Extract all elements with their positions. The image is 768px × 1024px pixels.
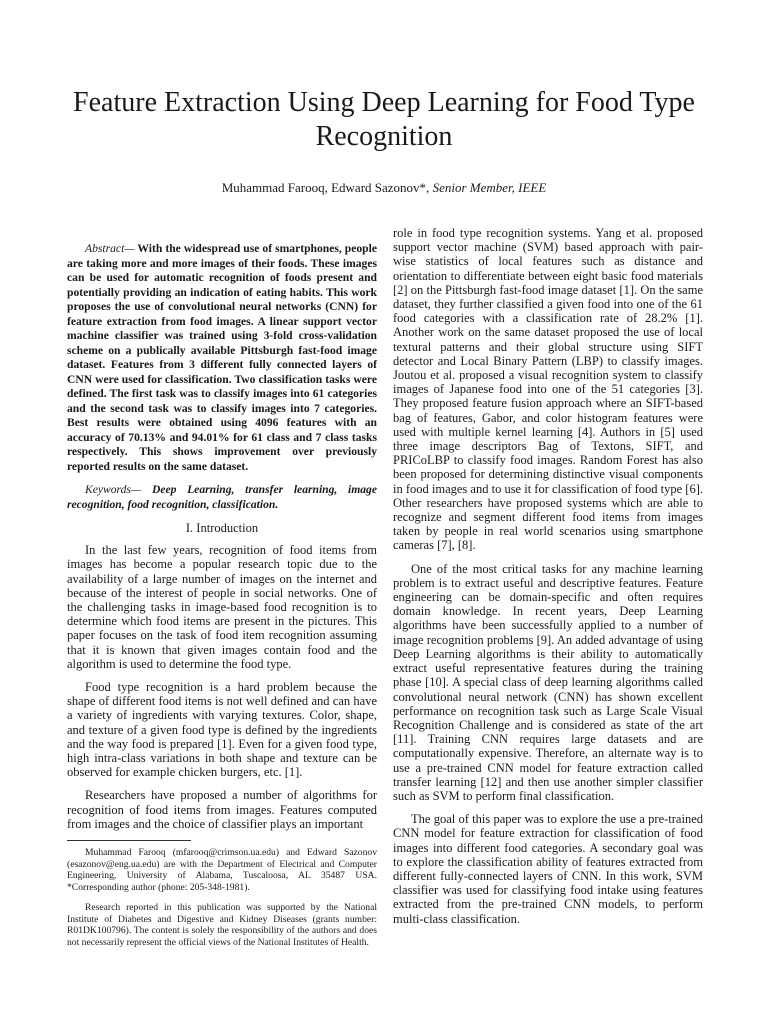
right-paragraph-3: The goal of this paper was to explore the use a pre-trained CNN model for feature extraction for classification of food images into different food categories. A secondary goal was to explore the classification ability of features extracted from different fully-connected layers of CNN. In this work, SVM classifier was used for classifying food intake using features extracted from the pre-trained CNN models, to perform multi-class classification. [393, 812, 703, 926]
intro-paragraph-1: In the last few years, recognition of food items from images has become a popular research topic due to the availability of a large number of images on the internet and because of the interest of people in social networks. One of the challenging tasks in image-based food recognition is to determine which food items are present in the pictures. This paper focuses on the task of food item recognition assuming that it is known that given images contain food and the algorithm is used to determine the food type. [67, 543, 377, 671]
abstract-text: With the widespread use of smartphones, people are taking more and more images of their foods. These images can be used for automatic recognition of foods present and potentially providing an indication of eating habits. This work proposes the use of convolutional neural networks (CNN) for feature extraction from food images. A linear support vector machine classifier was trained using 3-fold cross-validation scheme on a publically available Pittsburgh fast-food image dataset. Features from 3 different fully connected layers of CNN were used for classification. Two classification tasks were defined. The first task was to classify images into 61 categories and the second task was to classify images into 7 categories. Best results were obtained using 4096 features with an accuracy of 70.13% and 94.01% for 61 class and 7 class tasks respectively. This shows improvement over previously reported results on the same dataset. [67, 242, 377, 473]
author-line [40, 180, 728, 196]
keywords-label: Keywords— [85, 483, 142, 496]
intro-paragraph-2: Food type recognition is a hard problem because the shape of different food items is not well defined and can have a variety of ingredients with varying textures. Color, shape, and texture of a given food type is defined by the ingredients and the way food is prepared [1]. Even for a given food type, high intra-class variations in both shape and texture can be observed for example chicken burgers, etc. [1]. [67, 680, 377, 780]
abstract-label: Abstract— [85, 242, 135, 255]
right-paragraph-1: role in food type recognition systems. Yang et al. proposed support vector machine (SVM) based approach with pair-wise statistics of local features such as distance and orientation to differentiate between eight basic food materials [2] on the Pittsburgh fast-food image dataset [1]. On the same dataset, they further classified a given food into one of the 61 food categories with a classification rate of 28.2% [1]. Another work on the same dataset proposed the use of local textural patterns and their global structure using SIFT detector and Local Binary Pattern (LBP) to classify images. Joutou et al. proposed a visual recognition system to classify images of Japanese food into one of the 51 categories [3]. They proposed feature fusion approach where an SIFT-based bag of features, Gabor, and color histogram features were used with multiple kernel learning [4]. Authors in [5] used three image descriptors Bag of Textons, SIFT, and PRICoLBP to classify food images. Random Forest has also been proposed for determining distinctive visual components in food images and to use it for classification of food type [6]. Other researchers have proposed systems which are able to recognize and segment different food items from images taken by people in real world scenarios using smartphone cameras [7], [8]. [393, 226, 703, 553]
footnote-authors: Muhammad Farooq (mfarooq@crimson.ua.edu) and Edward Sazonov (esazonov@eng.ua.edu) are with the Department of Electrical and Computer Engineering, University of Alabama, Tuscaloosa, AL 35487 USA. *Corresponding author (phone: 205-348-1981). [67, 847, 377, 893]
keywords [67, 483, 377, 512]
footnote-divider [67, 840, 191, 841]
right-paragraph-2: One of the most critical tasks for any machine learning problem is to extract useful and descriptive features. Feature engineering can be domain-specific and often requires domain knowledge. In recent years, Deep Learning algorithms have been successfully applied to a number of image recognition problems [9]. An added advantage of using Deep Learning algorithms is their ability to automatically extract useful representative features during the training phase [10]. A special class of deep learning algorithms called convolutional neural network (CNN) has shown excellent performance on recognition task such as Large Scale Visual Recognition Challenge and is considered as state of the art [11]. Training CNN requires large datasets and are computationally expensive. Therefore, an alternate way is to use a pre-trained CNN model for feature extraction called transfer learning [12] and then use another simpler classifier such as SVM to perform final classification. [393, 561, 703, 803]
abstract [67, 242, 377, 474]
paper-title: Feature Extraction Using Deep Learning for Food Type Recognition [73, 87, 695, 152]
section-heading-introduction: I. Introduction [185, 521, 259, 535]
footnote-funding: Research reported in this publication was supported by the National Institute of Diabetes and Digestive and Kidney Diseases (grants number: R01DK100796). The content is solely the responsibility of the authors and does not necessarily represent the official views of the National Institutes of Health. [67, 902, 377, 948]
author-names: Muhammad Farooq, Edward Sazonov*, [221, 180, 430, 195]
right-column [393, 226, 703, 935]
keywords-text: Deep Learning, transfer learning, image recognition, food recognition, classification. [67, 483, 377, 511]
left-column [67, 242, 377, 957]
author-affiliation-note: Senior Member, IEEE [432, 180, 547, 195]
intro-paragraph-3: Researchers have proposed a number of algorithms for recognition of food items from images. Features computed from images and the choice of classifier plays an important [67, 788, 377, 831]
